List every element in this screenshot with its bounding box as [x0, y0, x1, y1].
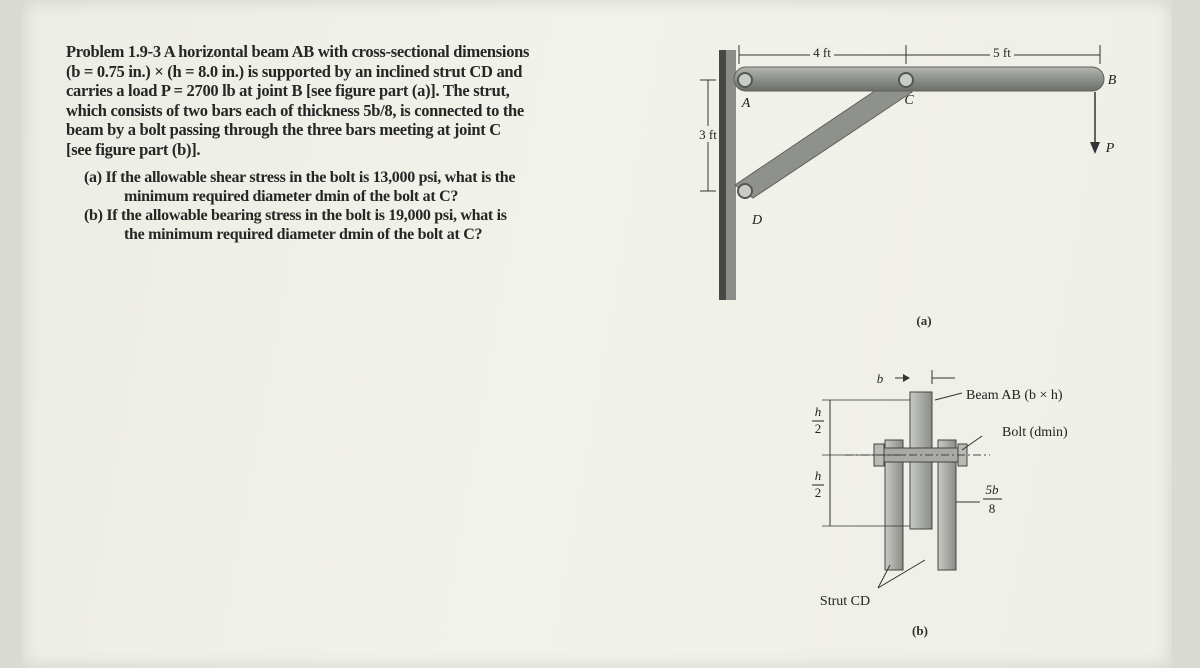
caption-a: (a)	[916, 313, 932, 328]
label-b: B	[1107, 73, 1117, 88]
dimension-5ft: 5 ft	[993, 45, 1011, 60]
label-5b: 5b	[985, 482, 999, 497]
label-h-bottom: h	[814, 468, 822, 483]
problem-line-5: beam by a bolt passing through the three bars meeting at joint C	[66, 120, 501, 139]
wall-face	[726, 50, 736, 300]
label-a: A	[741, 96, 751, 111]
question-a-line-2: minimum required diameter dmin of the bolt at C?	[124, 188, 459, 205]
label-2-bottom: 2	[814, 485, 822, 500]
problem-line-4: which consists of two bars each of thickness 5b/8, is connected to the	[66, 100, 524, 120]
figure-a	[697, 44, 1117, 328]
beam-ab	[734, 67, 1104, 91]
support-wall	[719, 50, 726, 300]
beam-ab-label: Beam AB (b × h)	[966, 388, 1063, 403]
question-a-line-1: (a) If the allowable shear stress in the bolt is 13,000 psi, what is the	[84, 169, 516, 186]
bolt-leader-line	[962, 436, 982, 450]
problem-line-2: (b = 0.75 in.) × (h = 8.0 in.) is supported by an inclined strut CD and	[66, 61, 523, 81]
bolt-c-icon	[899, 73, 913, 87]
dimension-4ft: 4 ft	[813, 45, 831, 60]
strut-cd	[735, 78, 912, 198]
load-p-arrow-head-icon	[1090, 142, 1100, 154]
problem-line-6: [see figure part (b)].	[66, 139, 201, 159]
label-h-top: h	[814, 404, 822, 419]
strut-cd-label: Strut CD	[819, 594, 871, 609]
pin-d-icon	[738, 184, 752, 198]
beam-leader-line	[935, 393, 962, 400]
figure-b	[812, 370, 1068, 638]
b-arrow-head-right-icon	[903, 374, 910, 382]
label-d: D	[751, 213, 763, 228]
label-b-thickness: b	[876, 371, 884, 386]
question-b-line-1: (b) If the allowable bearing stress in the bolt is 19,000 psi, what is	[84, 207, 507, 224]
problem-line-3: carries a load P = 2700 lb at joint B [see figure part (a)]. The strut,	[66, 81, 510, 100]
problem-line-1: Problem 1.9-3 A horizontal beam AB with cross-sectional dimensions	[66, 42, 530, 61]
caption-b: (b)	[912, 623, 928, 638]
label-p: P	[1105, 141, 1115, 156]
pin-a-icon	[738, 73, 752, 87]
label-8: 8	[988, 501, 996, 516]
dimension-3ft: 3 ft	[699, 127, 717, 142]
label-2-top: 2	[814, 421, 822, 436]
question-b-line-2: the minimum required diameter dmin of the bolt at C?	[124, 226, 483, 243]
bolt-label: Bolt (dmin)	[1002, 425, 1068, 440]
label-c: C	[904, 93, 914, 108]
